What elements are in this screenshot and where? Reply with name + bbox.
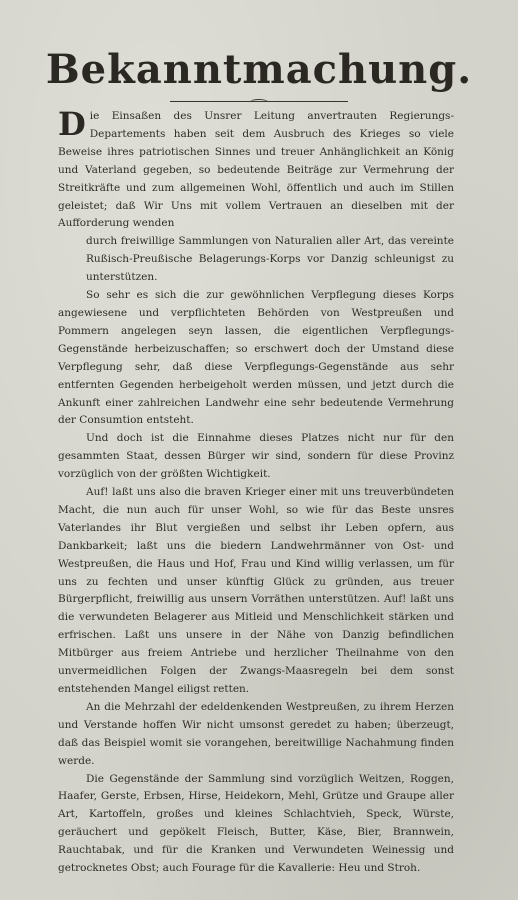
paragraph-7: Die Gegenstände der Sammlung sind vorzüglich Weitzen, Roggen, Haafer, Gerste, Erbsen, Hirse, Heidekorn, Mehl, Grütze und Graupe aller Art, Kartoffeln, großes und kleines Schlachtvieh, Speck, Würste, geräuchert und gepökelt Fleisch, Butter, Käse, Bier, Brannwein, Rauchtabak, und für die Kranken und Verwundeten Weinessig und getrocknetes Obst; auch Fourage für die Kavallerie: Heu und Stroh. — [58, 772, 454, 875]
paragraph-1 — [58, 105, 454, 233]
paragraph-2: durch freiwillige Sammlungen von Naturalien aller Art, das vereinte Rußisch-Preußische Belagerungs-Korps vor Danzig schleunigst zu unterstützen. — [86, 235, 454, 284]
paragraph-3: So sehr es sich die zur gewöhnlichen Verpflegung dieses Korps angewiesene und verpflichteten Behörden von Westpreußen und Pommern angelegen seyn lassen, die eigentlichen Verpflegungs-Gegenstände herbeizuschaffen; so erschwert doch der Umstand diese Verpflegung sehr, daß diese Verpflegungs-Gegenstände aus sehr entfernten Gegenden herbeigeholt werden müssen, und jetzt durch die Ankunft einer zahlreichen Landwehr eine sehr bedeutende Vermehrung der Consumtion entsteht. — [58, 289, 454, 427]
paragraph-4: Und doch ist die Einnahme dieses Platzes nicht nur für den gesammten Staat, dessen Bürger wir sind, sondern für diese Provinz vorzüglich von der größten Wichtigkeit. — [58, 432, 454, 481]
document-body — [58, 105, 454, 878]
drop-cap: D — [58, 105, 86, 143]
paragraph-5: Auf! laßt uns also die braven Krieger einer mit uns treuverbündeten Macht, die nun auch für unser Wohl, so wie für das Beste unsres Vaterlandes ihr Blut vergießen und selbst ihr Leben opfern, aus Dankbarkeit; laßt uns die biedern Landwehrmänner von Ost- und Westpreußen, die Haus und Hof, Frau und Kind willig verlassen, um für uns zu fechten und unser künftig Glück zu gründen, aus treuer Bürgerpflicht, freiwillig aus unsern Vorräthen unterstützen. Auf! laßt uns die verwundeten Belagerer aus Mitleid und Menschlichkeit stärken und erfrischen. Laßt uns unsere in der Nähe von Danzig befindlichen Mitbürger aus freiem Antriebe und herzlicher Theilnahme von den unvermeidlichen Folgen der Zwangs-Maasregeln bei dem sonst entstehenden Mangel eiligst retten. — [58, 486, 454, 695]
paragraph-text: ie Einsaßen des Unsrer Leitung anvertrauten Regierungs-Departements haben seit dem Ausbruch des Krieges so viele Beweise ihres patriotischen Sinnes und treuer Anhänglichkeit an König und Vaterland gegeben, so bedeutende Beiträge zur Vermehrung der Streitkräfte und zum allgemeinen Wohl, öffentlich und auch im Stillen geleistet; daß Wir Uns mit vollem Vertrauen an dieselben mit der Aufforderung wenden — [58, 110, 454, 230]
document-title: Bekanntmachung. — [45, 46, 473, 93]
title-ornament-divider — [170, 101, 348, 103]
paragraph-6: An die Mehrzahl der edeldenkenden Westpreußen, zu ihrem Herzen und Verstande hoffen Wir nicht umsonst geredet zu haben; überzeugt, daß das Beispiel womit sie vorangehen, bereitwillige Nachahmung finden werde. — [58, 700, 454, 767]
